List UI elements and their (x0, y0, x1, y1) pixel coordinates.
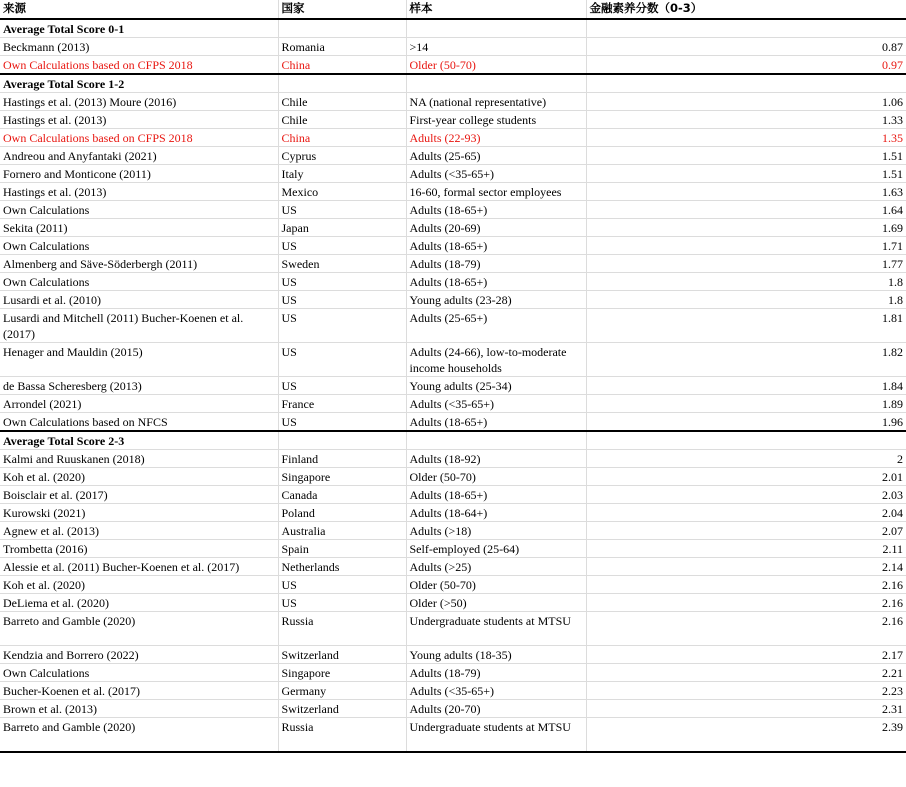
sample-cell: Undergraduate students at MTSU (406, 612, 586, 646)
country-cell: Spain (278, 540, 406, 558)
score-cell: 1.33 (586, 111, 906, 129)
country-cell: US (278, 273, 406, 291)
table-row (0, 201, 906, 219)
sample-cell: Adults (18-65+) (406, 201, 586, 219)
sample-cell: >14 (406, 38, 586, 56)
sample-cell: 16-60, formal sector employees (406, 183, 586, 201)
sample-cell: Self-employed (25-64) (406, 540, 586, 558)
source-cell: Own Calculations (0, 201, 278, 219)
sample-cell: Young adults (25-34) (406, 377, 586, 395)
sample-cell: NA (national representative) (406, 93, 586, 111)
source-cell: Own Calculations based on CFPS 2018 (0, 56, 278, 75)
score-cell: 2.16 (586, 576, 906, 594)
sample-cell: Adults (<35-65+) (406, 682, 586, 700)
score-cell: 2.11 (586, 540, 906, 558)
source-cell: Trombetta (2016) (0, 540, 278, 558)
score-cell: 1.71 (586, 237, 906, 255)
country-cell: Chile (278, 93, 406, 111)
source-cell: Kalmi and Ruuskanen (2018) (0, 450, 278, 468)
sample-cell: Adults (18-79) (406, 664, 586, 682)
sample-cell: Older (50-70) (406, 56, 586, 75)
sample-cell: Young adults (23-28) (406, 291, 586, 309)
score-cell: 2.23 (586, 682, 906, 700)
country-cell: US (278, 201, 406, 219)
sample-cell: Adults (25-65+) (406, 309, 586, 343)
sample-cell: Adults (20-69) (406, 219, 586, 237)
source-cell: Own Calculations based on CFPS 2018 (0, 129, 278, 147)
sample-cell: Adults (18-64+) (406, 504, 586, 522)
score-cell: 1.77 (586, 255, 906, 273)
sample-cell: Older (50-70) (406, 468, 586, 486)
section-empty-cell (278, 19, 406, 38)
source-cell: Barreto and Gamble (2020) (0, 612, 278, 646)
section-empty-cell (278, 74, 406, 93)
score-cell: 2.16 (586, 612, 906, 646)
country-cell: US (278, 594, 406, 612)
country-cell: Netherlands (278, 558, 406, 576)
section-header-row (0, 19, 906, 38)
table-row (0, 718, 906, 752)
score-cell: 1.8 (586, 273, 906, 291)
country-cell: Mexico (278, 183, 406, 201)
source-cell: Alessie et al. (2011) Bucher-Koenen et al. (2017) (0, 558, 278, 576)
sample-cell: Adults (<35-65+) (406, 395, 586, 413)
sample-cell: First-year college students (406, 111, 586, 129)
section-empty-cell (586, 19, 906, 38)
sample-cell: Adults (18-65+) (406, 486, 586, 504)
score-cell: 1.06 (586, 93, 906, 111)
source-cell: Bucher-Koenen et al. (2017) (0, 682, 278, 700)
table-row (0, 486, 906, 504)
table-row (0, 309, 906, 343)
source-cell: Andreou and Anyfantaki (2021) (0, 147, 278, 165)
sample-cell: Adults (>25) (406, 558, 586, 576)
score-cell: 2.39 (586, 718, 906, 752)
source-cell: Sekita (2011) (0, 219, 278, 237)
table-row (0, 165, 906, 183)
country-cell: Poland (278, 504, 406, 522)
score-cell: 2.31 (586, 700, 906, 718)
source-cell: Almenberg and Säve-Söderbergh (2011) (0, 255, 278, 273)
header-score: 金融素养分数（0-3） (586, 0, 906, 19)
country-cell: Germany (278, 682, 406, 700)
source-cell: Koh et al. (2020) (0, 576, 278, 594)
sample-cell: Adults (18-65+) (406, 273, 586, 291)
table-row (0, 38, 906, 56)
source-cell: DeLiema et al. (2020) (0, 594, 278, 612)
source-cell: Fornero and Monticone (2011) (0, 165, 278, 183)
score-cell: 1.51 (586, 147, 906, 165)
score-cell: 1.82 (586, 343, 906, 377)
source-cell: Own Calculations (0, 273, 278, 291)
section-empty-cell (278, 431, 406, 450)
source-cell: Beckmann (2013) (0, 38, 278, 56)
country-cell: Romania (278, 38, 406, 56)
table-row (0, 291, 906, 309)
table-row (0, 93, 906, 111)
country-cell: Australia (278, 522, 406, 540)
country-cell: US (278, 343, 406, 377)
country-cell: Chile (278, 111, 406, 129)
header-sample: 样本 (406, 0, 586, 19)
sample-cell: Adults (<35-65+) (406, 165, 586, 183)
country-cell: Italy (278, 165, 406, 183)
table-row (0, 558, 906, 576)
score-cell: 2.01 (586, 468, 906, 486)
score-cell: 1.96 (586, 413, 906, 432)
country-cell: China (278, 56, 406, 75)
sample-cell: Adults (20-70) (406, 700, 586, 718)
table-row (0, 594, 906, 612)
country-cell: US (278, 377, 406, 395)
score-cell: 1.51 (586, 165, 906, 183)
source-cell: Own Calculations (0, 237, 278, 255)
source-cell: Kendzia and Borrero (2022) (0, 646, 278, 664)
sample-cell: Adults (>18) (406, 522, 586, 540)
country-cell: Singapore (278, 664, 406, 682)
country-cell: US (278, 576, 406, 594)
sample-cell: Adults (24-66), low-to-moderate income households (406, 343, 586, 377)
score-cell: 2.03 (586, 486, 906, 504)
table-row (0, 343, 906, 377)
source-cell: Kurowski (2021) (0, 504, 278, 522)
table-row (0, 612, 906, 646)
header-source: 来源 (0, 0, 278, 19)
score-cell: 2.17 (586, 646, 906, 664)
source-cell: de Bassa Scheresberg (2013) (0, 377, 278, 395)
country-cell: France (278, 395, 406, 413)
country-cell: Finland (278, 450, 406, 468)
score-cell: 1.69 (586, 219, 906, 237)
source-cell: Lusardi and Mitchell (2011) Bucher-Koenen et al. (2017) (0, 309, 278, 343)
section-title: Average Total Score 2-3 (0, 431, 278, 450)
table-row (0, 255, 906, 273)
table-row (0, 522, 906, 540)
table-row (0, 468, 906, 486)
score-cell: 2.21 (586, 664, 906, 682)
section-title: Average Total Score 1-2 (0, 74, 278, 93)
country-cell: China (278, 129, 406, 147)
table-row (0, 183, 906, 201)
score-cell: 0.97 (586, 56, 906, 75)
section-empty-cell (406, 74, 586, 93)
table-row (0, 700, 906, 718)
source-cell: Hastings et al. (2013) (0, 111, 278, 129)
country-cell: US (278, 291, 406, 309)
country-cell: Japan (278, 219, 406, 237)
country-cell: Canada (278, 486, 406, 504)
country-cell: US (278, 413, 406, 432)
table-row (0, 395, 906, 413)
source-cell: Own Calculations (0, 664, 278, 682)
source-cell: Koh et al. (2020) (0, 468, 278, 486)
header-row (0, 0, 906, 19)
section-empty-cell (406, 19, 586, 38)
country-cell: Sweden (278, 255, 406, 273)
sample-cell: Older (>50) (406, 594, 586, 612)
table-row (0, 576, 906, 594)
country-cell: Switzerland (278, 646, 406, 664)
country-cell: US (278, 309, 406, 343)
source-cell: Arrondel (2021) (0, 395, 278, 413)
source-cell: Hastings et al. (2013) (0, 183, 278, 201)
country-cell: US (278, 237, 406, 255)
section-empty-cell (586, 431, 906, 450)
score-cell: 1.84 (586, 377, 906, 395)
sample-cell: Adults (22-93) (406, 129, 586, 147)
country-cell: Russia (278, 612, 406, 646)
sample-cell: Adults (25-65) (406, 147, 586, 165)
sample-cell: Older (50-70) (406, 576, 586, 594)
score-cell: 2.04 (586, 504, 906, 522)
source-cell: Boisclair et al. (2017) (0, 486, 278, 504)
table-row (0, 646, 906, 664)
table-row-highlighted (0, 56, 906, 75)
table-row (0, 413, 906, 432)
country-cell: Switzerland (278, 700, 406, 718)
score-cell: 2.14 (586, 558, 906, 576)
section-header-row (0, 74, 906, 93)
country-cell: Cyprus (278, 147, 406, 165)
section-empty-cell (406, 431, 586, 450)
table-row (0, 147, 906, 165)
source-cell: Henager and Mauldin (2015) (0, 343, 278, 377)
score-cell: 1.8 (586, 291, 906, 309)
score-cell: 2.16 (586, 594, 906, 612)
score-cell: 2 (586, 450, 906, 468)
sample-cell: Adults (18-65+) (406, 413, 586, 432)
table-row (0, 664, 906, 682)
score-cell: 1.63 (586, 183, 906, 201)
sample-cell: Adults (18-92) (406, 450, 586, 468)
table-body (0, 19, 906, 752)
table-row (0, 540, 906, 558)
section-header-row (0, 431, 906, 450)
score-cell: 2.07 (586, 522, 906, 540)
table-row (0, 682, 906, 700)
source-cell: Own Calculations based on NFCS (0, 413, 278, 432)
score-cell: 1.64 (586, 201, 906, 219)
table-row (0, 450, 906, 468)
sample-cell: Adults (18-65+) (406, 237, 586, 255)
table-row-highlighted (0, 129, 906, 147)
table-row (0, 219, 906, 237)
table-row (0, 237, 906, 255)
section-empty-cell (586, 74, 906, 93)
sample-cell: Undergraduate students at MTSU (406, 718, 586, 752)
source-cell: Lusardi et al. (2010) (0, 291, 278, 309)
sample-cell: Young adults (18-35) (406, 646, 586, 664)
country-cell: Russia (278, 718, 406, 752)
header-country: 国家 (278, 0, 406, 19)
score-cell: 1.35 (586, 129, 906, 147)
score-cell: 1.81 (586, 309, 906, 343)
score-cell: 0.87 (586, 38, 906, 56)
source-cell: Brown et al. (2013) (0, 700, 278, 718)
source-cell: Agnew et al. (2013) (0, 522, 278, 540)
table-row (0, 377, 906, 395)
table-row (0, 504, 906, 522)
sample-cell: Adults (18-79) (406, 255, 586, 273)
country-cell: Singapore (278, 468, 406, 486)
section-title: Average Total Score 0-1 (0, 19, 278, 38)
table-row (0, 111, 906, 129)
source-cell: Hastings et al. (2013) Moure (2016) (0, 93, 278, 111)
table-row (0, 273, 906, 291)
source-cell: Barreto and Gamble (2020) (0, 718, 278, 752)
score-cell: 1.89 (586, 395, 906, 413)
